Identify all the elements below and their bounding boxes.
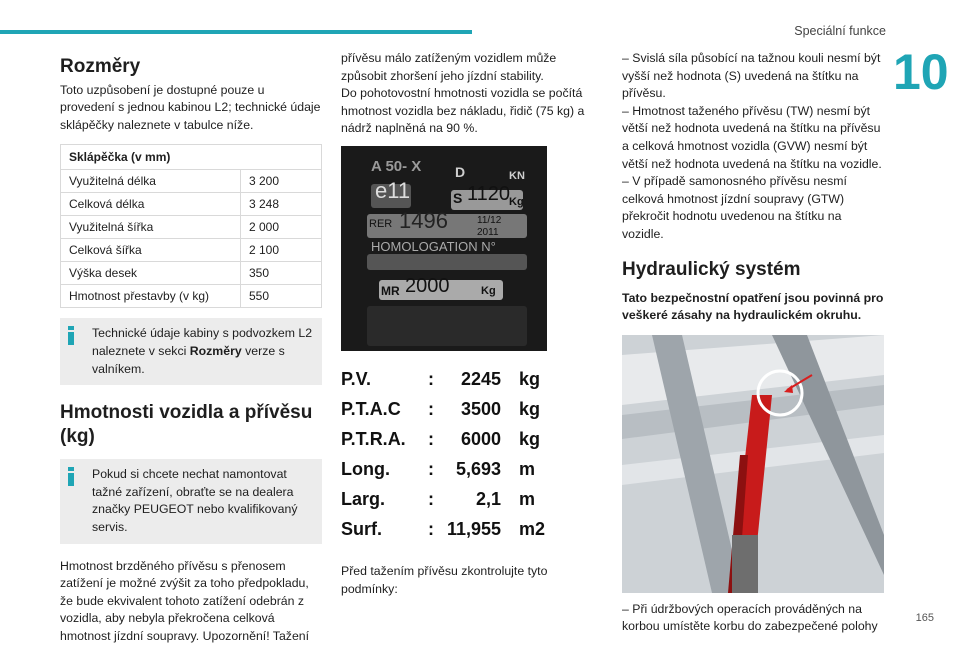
table-cell: 550 bbox=[241, 285, 322, 308]
table-cell: Využitelná délka bbox=[61, 170, 241, 193]
table-cell: Hmotnost přestavby (v kg) bbox=[61, 285, 241, 308]
body-text: Do pohotovostní hmotnosti vozidla se počítá hmotnost vozidla bez nákladu, řidič (75 kg) a nádrž naplněná na 90 %. bbox=[341, 86, 585, 136]
table-cell: Výška desek bbox=[61, 262, 241, 285]
section-title: Speciální funkce bbox=[794, 24, 886, 38]
plate-text: MR bbox=[381, 283, 400, 298]
table-cell: 350 bbox=[241, 262, 322, 285]
spec-row: Long. : 5,693 m bbox=[341, 459, 536, 480]
info-icon bbox=[68, 326, 74, 346]
header-accent-bar bbox=[0, 30, 472, 34]
info-icon bbox=[68, 467, 74, 487]
weight-plate-image bbox=[341, 146, 547, 351]
table-cell: 3 200 bbox=[241, 170, 322, 193]
info-link-text: Rozměry bbox=[189, 343, 242, 358]
column-1 bbox=[60, 50, 322, 646]
dimensions-intro: Toto uzpůsobení je dostupné pouze u provedení s jednou kabinou L2; technické údaje sklápěčky naleznete v tabulce níže. bbox=[60, 82, 321, 132]
plate-text: D bbox=[455, 163, 466, 180]
info-box-towbar bbox=[60, 459, 322, 543]
plate-text: 1496 bbox=[399, 207, 448, 233]
plate-text: e11 bbox=[375, 177, 411, 203]
table-cell: 2 000 bbox=[241, 216, 322, 239]
info-text: Pokud si chcete nechat namontovat tažné zařízení, obraťte se na dealera značky PEUGEOT nebo kvalifikovaný servis. bbox=[92, 467, 298, 534]
dimensions-table bbox=[60, 144, 322, 308]
heading-dimensions: Rozměry bbox=[60, 56, 141, 77]
body-text: přívěsu málo zatíženým vozidlem může způsobit zhoršení jeho jízdní stability. bbox=[341, 51, 557, 83]
plate-text: HOMOLOGATION N° bbox=[371, 238, 496, 254]
spec-row: P.V. : 2245 kg bbox=[341, 369, 541, 390]
spec-row: P.T.A.C : 3500 kg bbox=[341, 399, 541, 420]
table-row bbox=[61, 285, 322, 308]
table-row bbox=[61, 239, 322, 262]
table-cell: Celková délka bbox=[61, 193, 241, 216]
table-cell: 2 100 bbox=[241, 239, 322, 262]
hydraulic-warning: Tato bezpečnostní opatření jsou povinná pro veškeré zásahy na hydraulickém okruhu. bbox=[622, 290, 884, 323]
spec-row: Larg. : 2,1 m bbox=[341, 489, 536, 510]
plate-text: Kg bbox=[509, 195, 524, 208]
heading-weights: Hmotnosti vozidla a přívěsu (kg) bbox=[60, 402, 313, 448]
plate-text: S bbox=[453, 189, 463, 206]
chapter-number: 10 bbox=[893, 42, 960, 102]
hydraulic-photo bbox=[622, 335, 884, 593]
plate-text: RER bbox=[369, 217, 393, 230]
spec-row: P.T.R.A. : 6000 kg bbox=[341, 429, 541, 450]
plate-text: A 50- X bbox=[371, 157, 422, 175]
page-number: 165 bbox=[915, 612, 934, 624]
column-3 bbox=[622, 50, 884, 636]
plate-text: 11/12 bbox=[477, 214, 502, 226]
plate-text: 2011 bbox=[477, 226, 499, 238]
plate-text: 2000 bbox=[405, 274, 450, 297]
info-text: verze s valníkem. bbox=[92, 343, 285, 376]
info-box-cab bbox=[60, 318, 322, 385]
plate-text: 1120 bbox=[467, 182, 511, 205]
plate-text: KN bbox=[509, 169, 525, 182]
list-item: – Svislá síla působící na tažnou kouli nesmí být vyšší než hodnota (S) uvedená na štítku na přívěsu. bbox=[622, 51, 881, 101]
table-cell: 3 248 bbox=[241, 193, 322, 216]
table-row bbox=[61, 170, 322, 193]
table-row bbox=[61, 216, 322, 239]
spec-row: Surf. : 11,955 m2 bbox=[341, 519, 546, 540]
spec-list bbox=[341, 365, 603, 545]
table-row bbox=[61, 262, 322, 285]
body-text: – Při údržbových operacích prováděných na korbou umístěte korbu do zabezpečené polohy bbox=[622, 601, 878, 634]
column-2 bbox=[341, 50, 603, 598]
heading-hydraulic: Hydraulický systém bbox=[622, 258, 801, 280]
hydraulic-illustration bbox=[622, 335, 884, 593]
list-item: – Hmotnost taženého přívěsu (TW) nesmí být větší než hodnota uvedená na štítku na přívěsu a celková hmotnost vozidla (GVW) nesmí být větší než hodnota uvedená na štítku na vozidle. bbox=[622, 103, 882, 171]
table-cell: Celková šířka bbox=[61, 239, 241, 262]
table-cell: Využitelná šířka bbox=[61, 216, 241, 239]
table-header: Sklápěčka (v mm) bbox=[61, 145, 322, 170]
list-item: – V případě samonosného přívěsu nesmí celková hmotnost jízdní soupravy (GTW) překročit hodnotu uvedenou na štítku na vozidle. bbox=[622, 174, 847, 241]
body-text: Před tažením přívěsu zkontrolujte tyto podmínky: bbox=[341, 563, 548, 596]
plate-text: Kg bbox=[481, 284, 496, 297]
table-row bbox=[61, 193, 322, 216]
info-text: Technické údaje kabiny s podvozkem L2 naleznete v sekci bbox=[92, 326, 313, 358]
weights-body: Hmotnost brzděného přívěsu s přenosem zatížení je možné zvýšit za toho předpokladu, že bude ekvivalent tohoto zatížení odebrán z vozidla, aby nebyla překročena celková hmotnost jízdní soupravy. Upozornění! Tažení bbox=[60, 558, 310, 643]
